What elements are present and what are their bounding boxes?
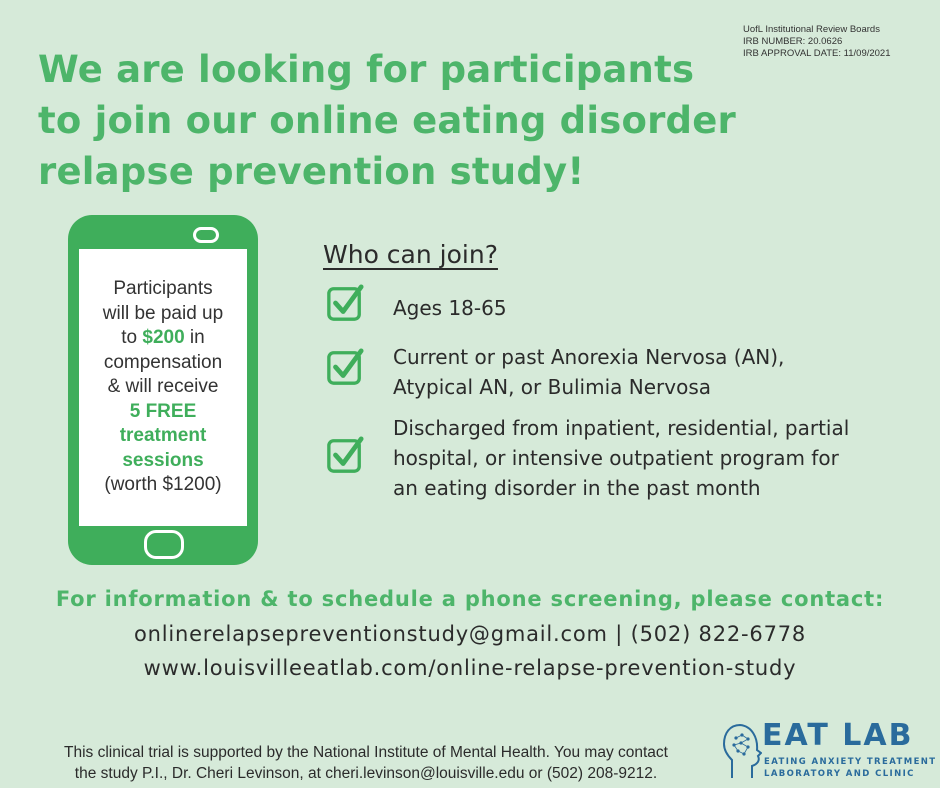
footer-line: This clinical trial is supported by the National Institute of Mental Health. You may contact — [64, 744, 668, 761]
free-sessions-highlight: 5 FREE — [129, 400, 197, 422]
checkbox-checked-icon — [326, 284, 364, 322]
phone-speaker-icon — [193, 227, 219, 243]
compensation-text-part: in — [184, 327, 205, 348]
compensation-line: & will receive — [107, 376, 219, 397]
irb-board: UofL Institutional Review Boards — [743, 24, 880, 35]
headline-line: We are looking for participants — [38, 48, 695, 91]
compensation-line: compensation — [103, 351, 223, 373]
criterion-text: Discharged from inpatient, residential, partial — [393, 416, 850, 440]
contact-email-phone[interactable]: onlinerelapsepreventionstudy@gmail.com | (502) 822-6778 — [133, 622, 807, 646]
contact-heading: For information & to schedule a phone screening, please contact: — [55, 587, 885, 611]
free-sessions-highlight: sessions — [122, 449, 204, 471]
headline-line: to join our online eating disorder — [38, 99, 736, 142]
logo-subtitle: LABORATORY AND CLINIC — [764, 769, 915, 779]
checkbox-checked-icon — [326, 348, 364, 386]
compensation-text-part: to — [121, 327, 143, 348]
head-profile-icon — [722, 720, 762, 780]
phone-screen — [79, 249, 247, 526]
compensation-line — [79, 326, 247, 351]
headline-line: relapse prevention study! — [38, 150, 585, 193]
checkbox-checked-icon — [326, 436, 364, 474]
logo-title: EAT LAB — [762, 718, 914, 753]
compensation-line: will be paid up — [102, 302, 224, 324]
logo-subtitle: EATING ANXIETY TREATMENT — [764, 757, 937, 767]
compensation-line: Participants — [113, 278, 213, 299]
eat-lab-logo — [722, 718, 937, 782]
who-can-join-heading: Who can join? — [323, 240, 498, 269]
footer-line: the study P.I., Dr. Cheri Levinson, at cheri.levinson@louisville.edu or (502) 208-9212. — [74, 765, 658, 782]
criterion-diagnosis — [393, 342, 784, 402]
irb-approval-date: IRB APPROVAL DATE: 11/09/2021 — [743, 48, 891, 59]
sessions-worth: (worth $1200) — [104, 474, 222, 495]
phone-illustration — [68, 215, 258, 565]
funding-footer — [16, 742, 716, 784]
criterion-text: an eating disorder in the past month — [393, 476, 761, 500]
headline — [38, 44, 798, 197]
compensation-text — [79, 277, 247, 498]
criterion-age — [393, 293, 507, 323]
irb-number: IRB NUMBER: 20.0626 — [743, 36, 843, 47]
phone-home-button-icon — [144, 530, 184, 559]
criterion-text: Current or past Anorexia Nervosa (AN), — [393, 345, 785, 369]
criterion-text: hospital, or intensive outpatient program for — [393, 446, 839, 470]
free-sessions-highlight: treatment — [119, 425, 207, 446]
compensation-amount: $200 — [142, 327, 185, 348]
criterion-discharge — [393, 413, 849, 503]
criterion-text: Atypical AN, or Bulimia Nervosa — [393, 375, 711, 399]
contact-website-link[interactable]: www.louisvilleeatlab.com/online-relapse-prevention-study — [143, 656, 797, 680]
criterion-text: Ages 18-65 — [393, 296, 507, 320]
